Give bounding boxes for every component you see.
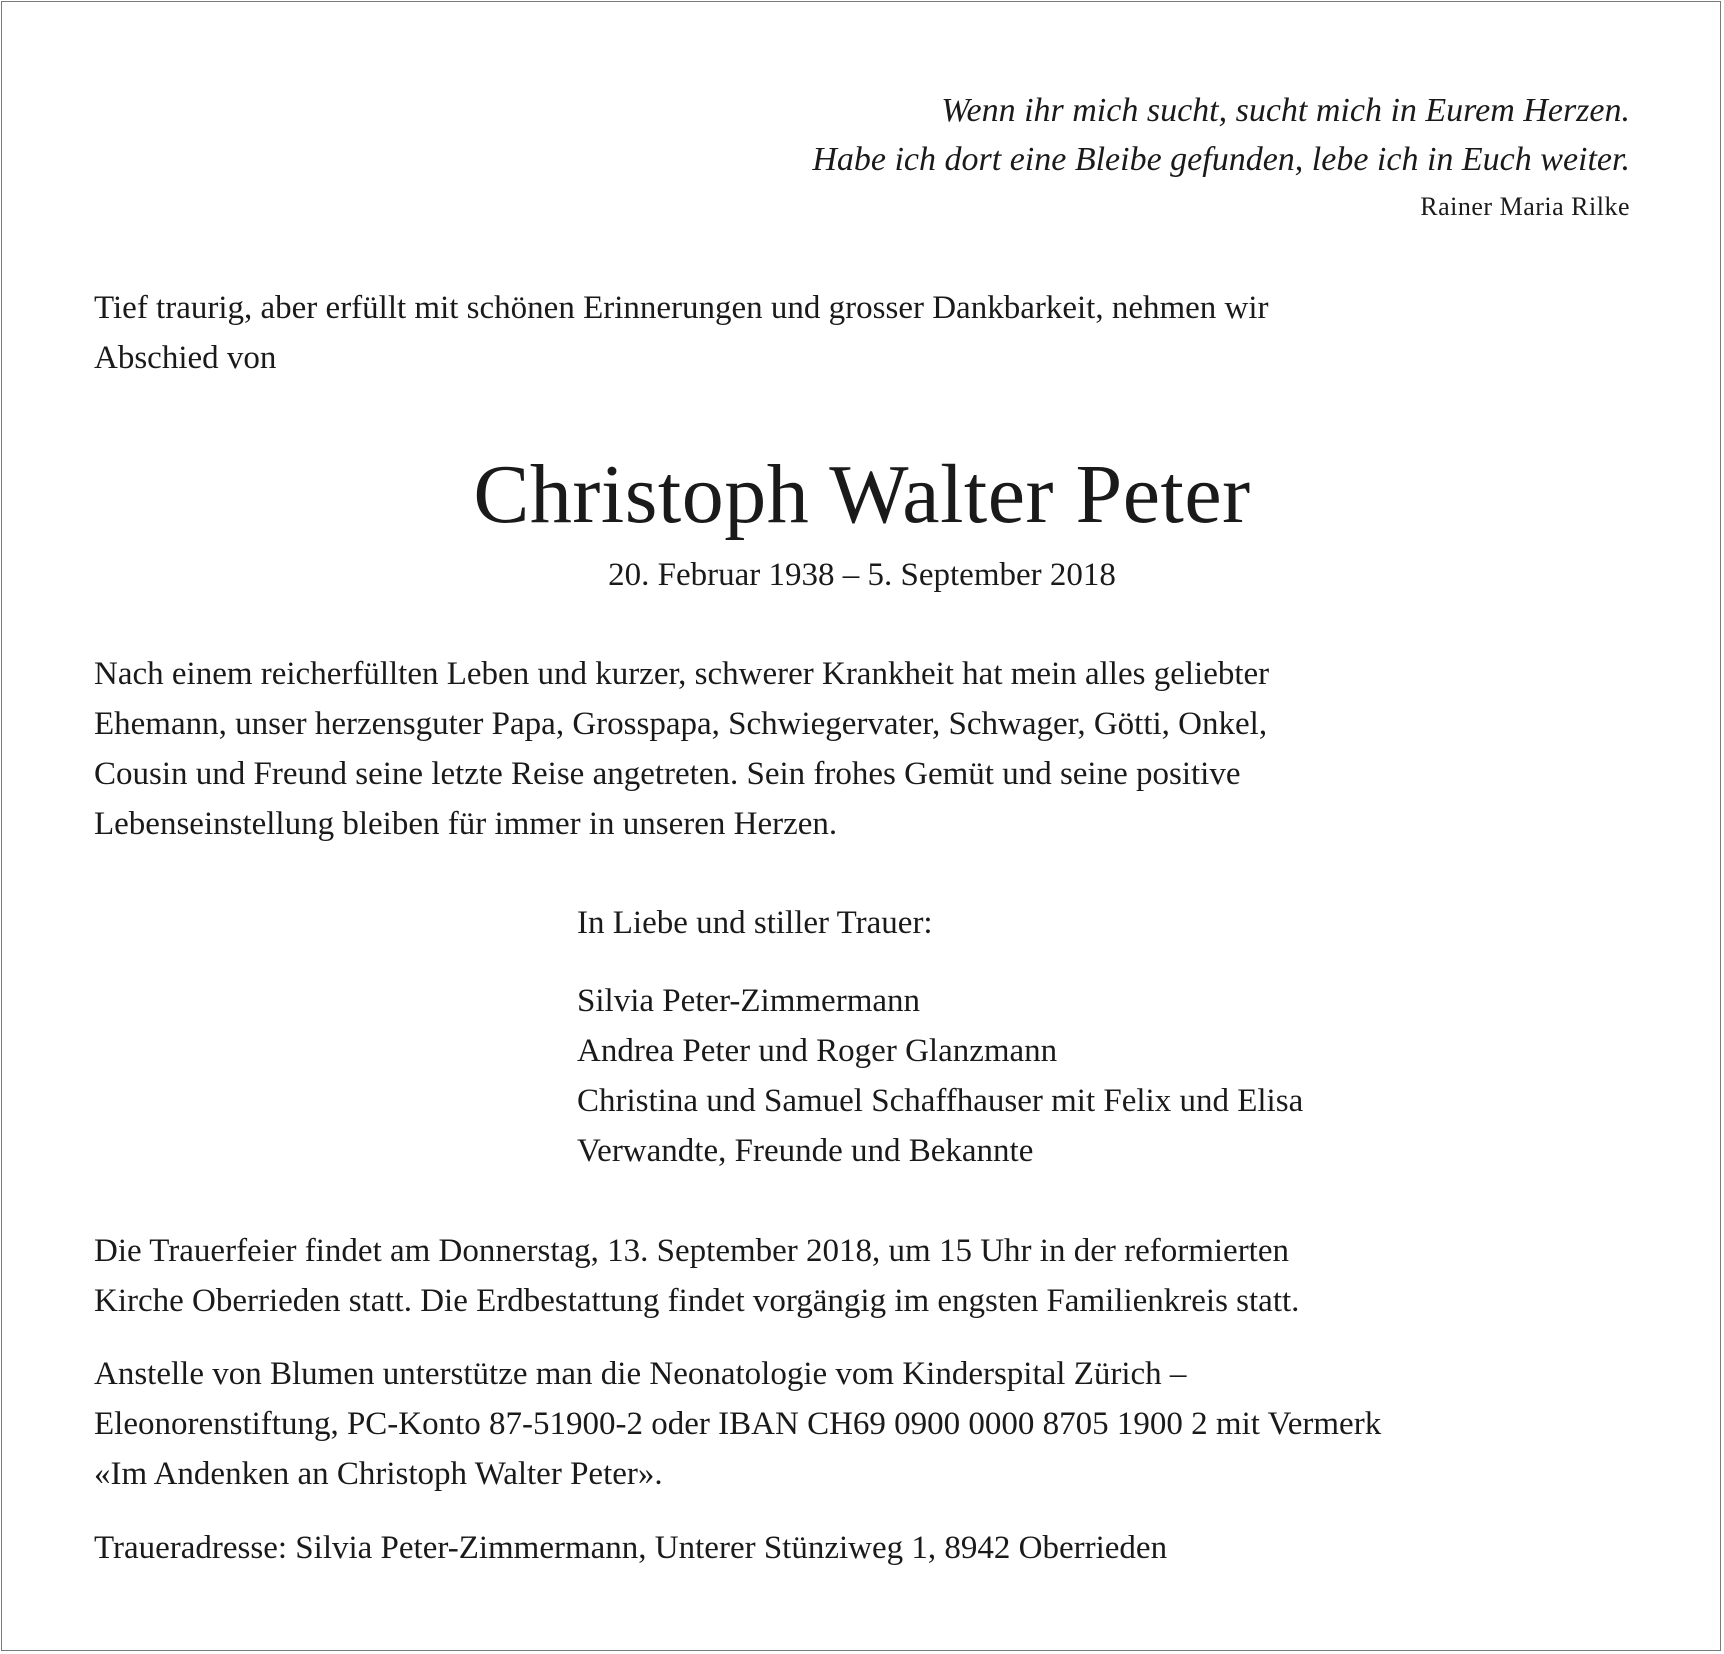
tribute-line-1: Nach einem reicherfüllten Leben und kurzer, schwerer Krankheit hat mein alles geliebter <box>94 656 1270 692</box>
quote-line-1: Wenn ihr mich sucht, sucht mich in Eurem Herzen. <box>941 92 1630 129</box>
mourning-address: Traueradresse: Silvia Peter-Zimmermann, Unterer Stünziweg 1, 8942 Oberrieden <box>94 1530 1168 1566</box>
intro-line-2: Abschied von <box>94 340 277 376</box>
mourners-list <box>577 976 1303 1176</box>
life-dates: 20. Februar 1938 – 5. September 2018 <box>608 557 1116 593</box>
quote-line-2: Habe ich dort eine Bleibe gefunden, lebe ich in Euch weiter. <box>812 141 1630 178</box>
ceremony-line-2: Kirche Oberrieden statt. Die Erdbestattung findet vorgängig im engsten Familienkreis statt. <box>94 1283 1300 1319</box>
mourner-name: Andrea Peter und Roger Glanzmann <box>577 1033 1058 1069</box>
epigraph-quote <box>812 86 1630 184</box>
donation-line-2: Eleonorenstiftung, PC-Konto 87-51900-2 oder IBAN CH69 0900 0000 8705 1900 2 mit Vermerk <box>94 1406 1382 1442</box>
intro-paragraph <box>94 283 1269 383</box>
ceremony-paragraph <box>94 1226 1299 1326</box>
tribute-paragraph <box>94 649 1269 849</box>
deceased-name: Christoph Walter Peter <box>473 448 1251 541</box>
tribute-line-4: Lebenseinstellung bleiben für immer in unseren Herzen. <box>94 806 838 842</box>
mourner-name: Christina und Samuel Schaffhauser mit Felix und Elisa <box>577 1083 1304 1119</box>
intro-line-1: Tief traurig, aber erfüllt mit schönen Erinnerungen und grosser Dankbarkeit, nehmen wir <box>94 290 1269 326</box>
donation-line-1: Anstelle von Blumen unterstütze man die Neonatologie vom Kinderspital Zürich – <box>94 1356 1187 1392</box>
mourner-name: Verwandte, Freunde und Bekannte <box>577 1133 1034 1169</box>
donation-paragraph <box>94 1349 1381 1499</box>
donation-line-3: «Im Andenken an Christoph Walter Peter». <box>94 1456 663 1492</box>
ceremony-line-1: Die Trauerfeier findet am Donnerstag, 13. September 2018, um 15 Uhr in der reformierten <box>94 1233 1289 1269</box>
mourner-name: Silvia Peter-Zimmermann <box>577 983 921 1019</box>
quote-author: Rainer Maria Rilke <box>1420 192 1630 221</box>
tribute-line-2: Ehemann, unser herzensguter Papa, Grosspapa, Schwiegervater, Schwager, Götti, Onkel, <box>94 706 1268 742</box>
mourners-heading: In Liebe und stiller Trauer: <box>577 905 933 941</box>
tribute-line-3: Cousin und Freund seine letzte Reise angetreten. Sein frohes Gemüt und seine positive <box>94 756 1241 792</box>
